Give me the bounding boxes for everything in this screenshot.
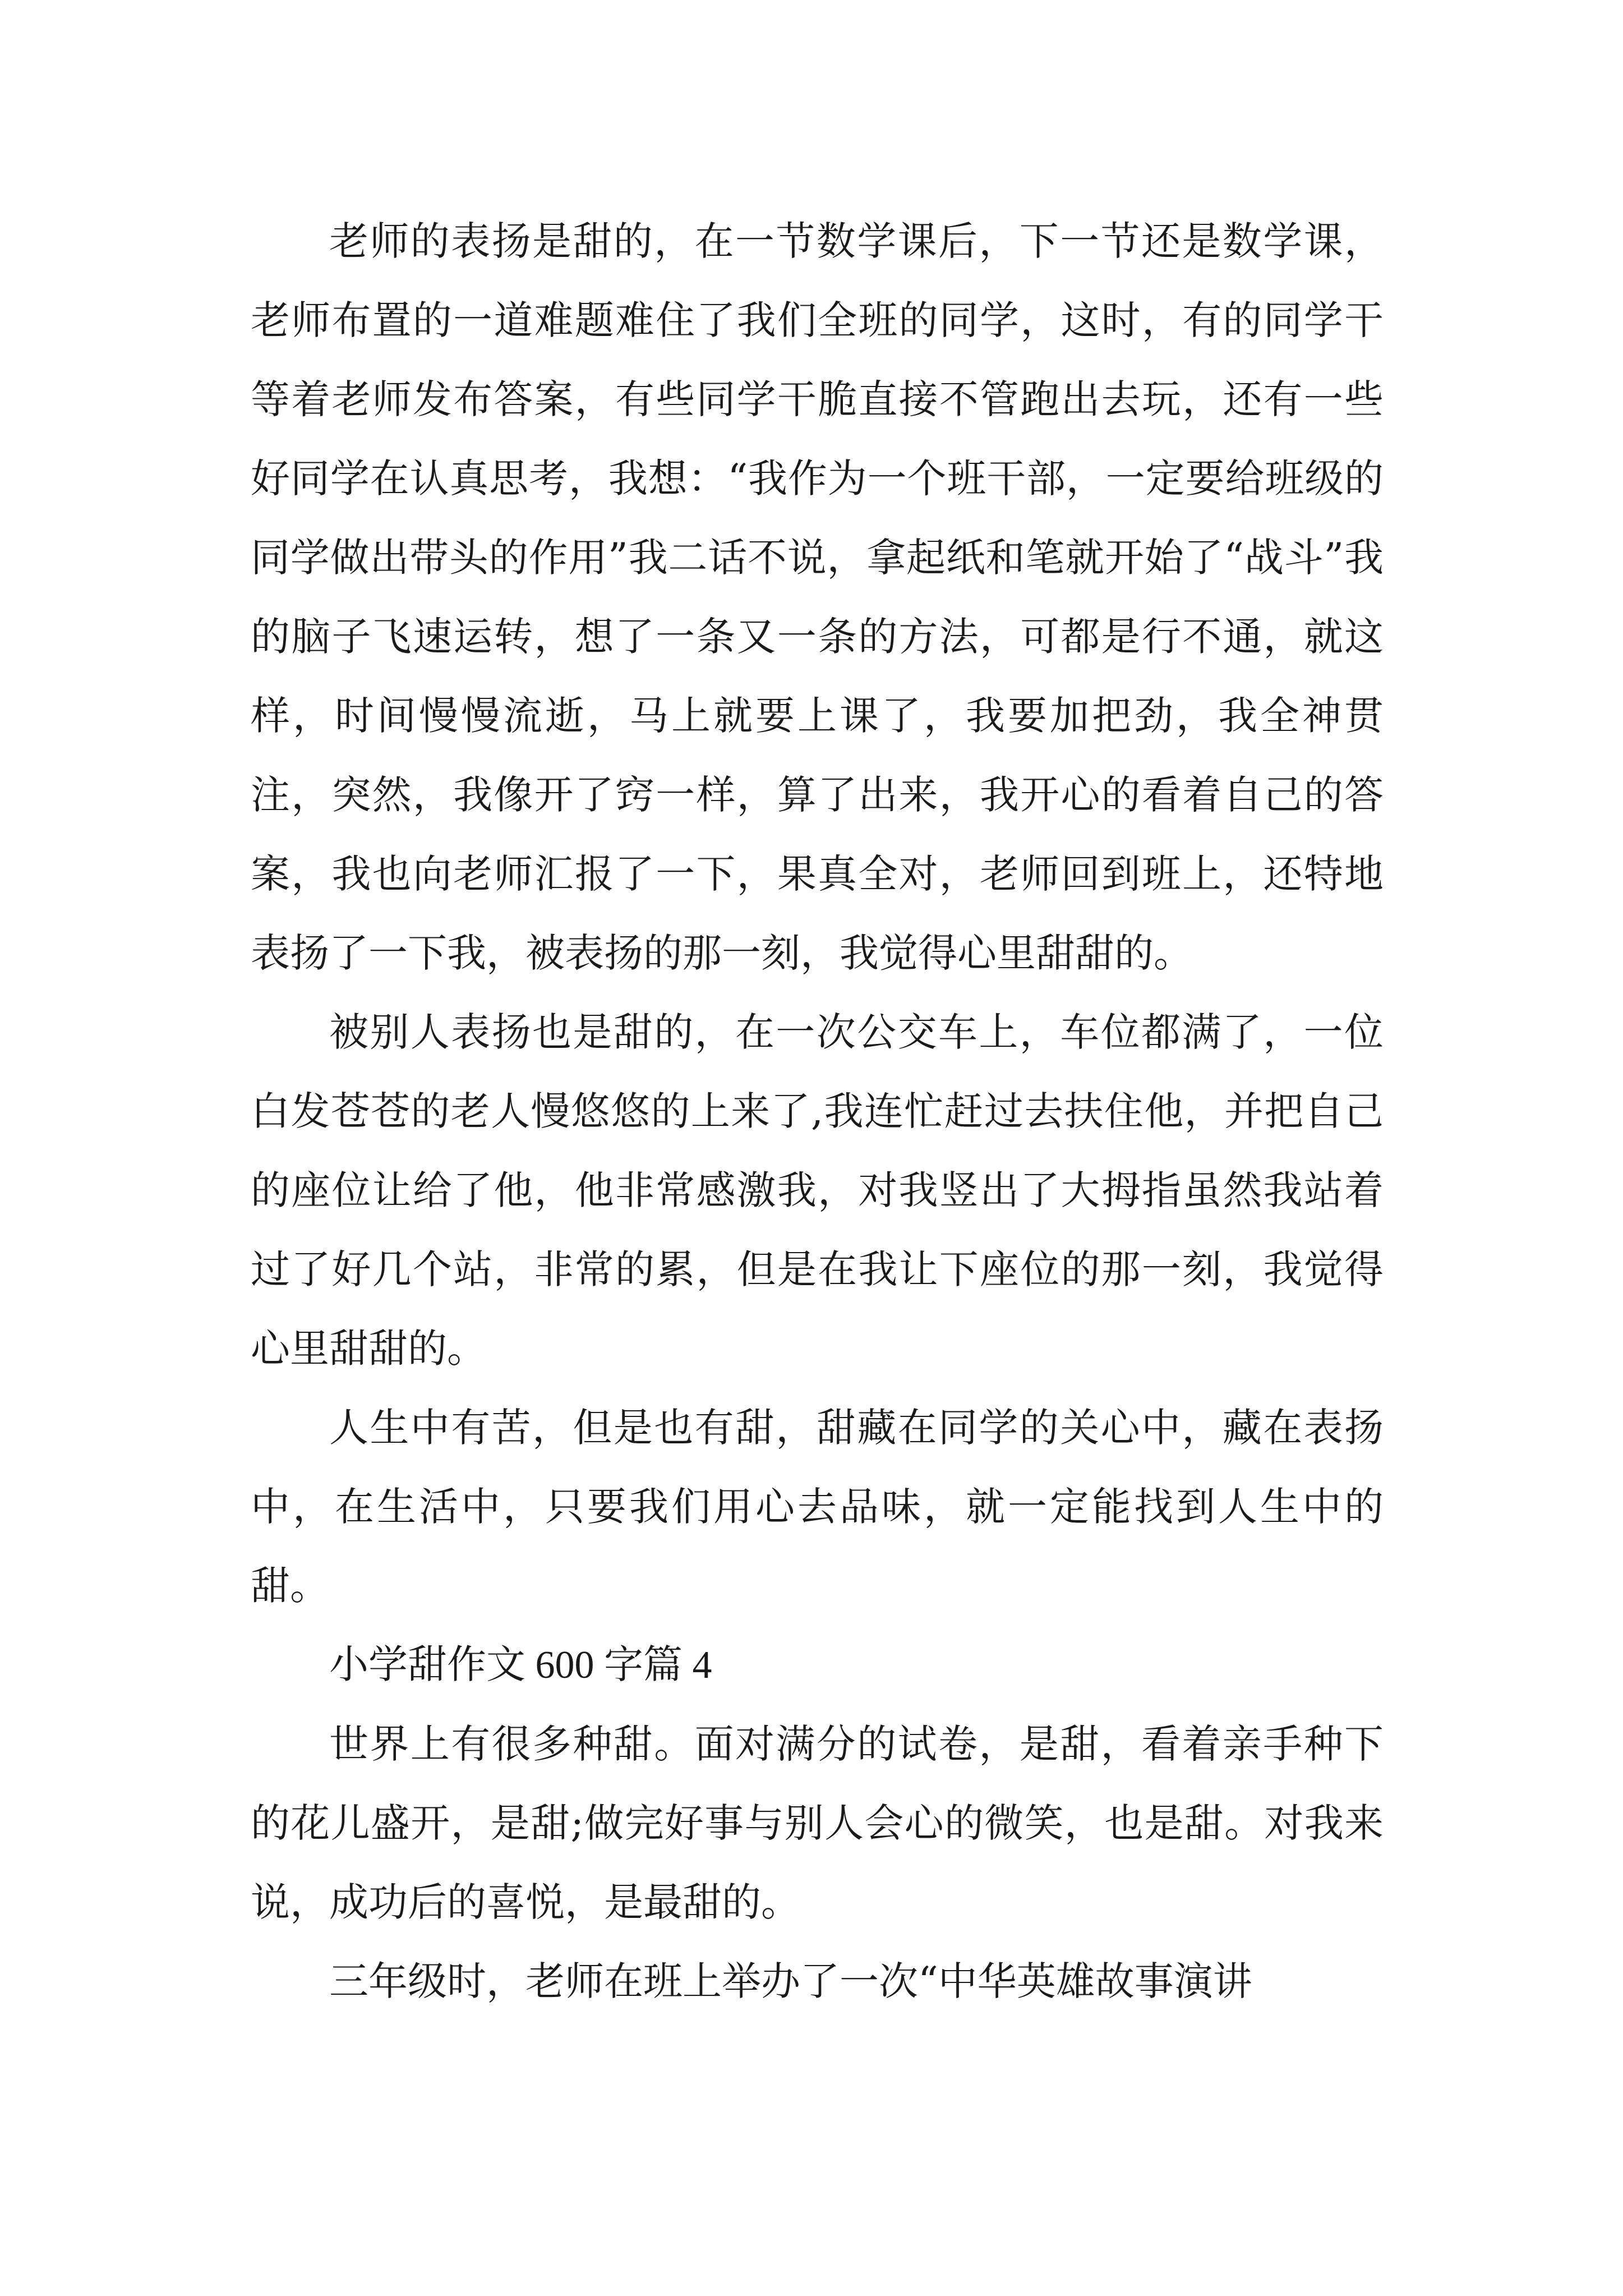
paragraph-third-grade: 三年级时，老师在班上举办了一次“中华英雄故事演讲: [329, 1958, 1252, 2004]
section-heading: 小学甜作文 600 字篇 4: [329, 1644, 712, 1687]
paragraph-many-sweets: 世界上有很多种甜。面对满分的试卷，是甜，看着亲手种下的花儿盛开，是甜;做完好事与别人会心的微笑，也是甜。对我来说，成功后的喜悦，是最甜的。: [251, 1721, 1384, 1925]
paragraph-conclusion: 人生中有苦，但是也有甜，甜藏在同学的关心中，藏在表扬中，在生活中，只要我们用心去品味，就一定能找到人生中的甜。: [251, 1405, 1384, 1609]
paragraph-praise-teacher: 老师的表扬是甜的，在一节数学课后，下一节还是数学课，老师布置的一道难题难住了我们全班的同学，这时，有的同学干等着老师发布答案，有些同学干脆直接不管跑出去玩，还有一些好同学在认真思考，我想：“我作为一个班干部，一定要给班级的同学做出带头的作用”我二话不说，拿起纸和笔就开始了“战斗”我的脑子飞速运转，想了一条又一条的方法，可都是行不通，就这样，时间慢慢流逝，马上就要上课了，我要加把劲，我全神贯注，突然，我像开了窍一样，算了出来，我开心的看着自己的答案，我也向老师汇报了一下，果真全对，老师回到班上，还特地表扬了一下我，被表扬的那一刻，我觉得心里甜甜的。: [251, 218, 1384, 976]
document-body: [251, 202, 1384, 2021]
paragraph-praise-others: 被别人表扬也是甜的，在一次公交车上，车位都满了，一位白发苍苍的老人慢悠悠的上来了,我连忙赶过去扶住他，并把自己的座位让给了他，他非常感激我，对我竖出了大拇指虽然我站着过了好几个站，非常的累，但是在我让下座位的那一刻，我觉得心里甜甜的。: [251, 1009, 1384, 1372]
